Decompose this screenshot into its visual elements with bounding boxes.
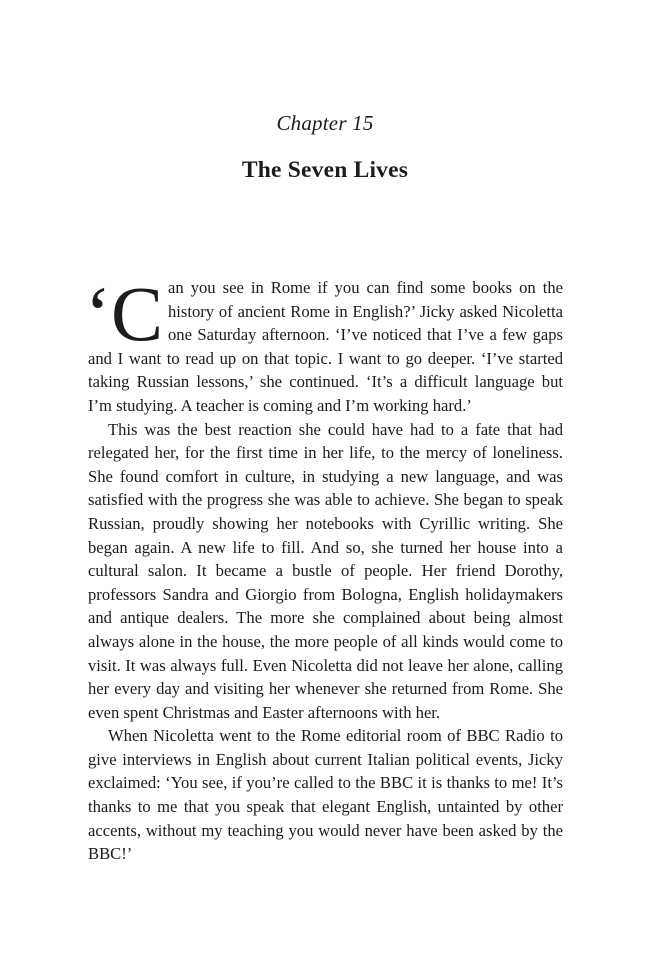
paragraph-2: This was the best reaction she could have had to a fate that had relegated her, for the first time in her life, to the mercy of loneliness. She found comfort in culture, in studying a new language, and was satisfied with the progress she was able to achieve. She began to speak Russian, proudly showing her notebooks with Cyrillic writing. She began again. A new life to fill. And so, she turned her house into a cultural salon. It became a bustle of people. Her friend Dorothy, professors Sandra and Giorgio from Bologna, English holidaymakers and antique dealers. The more she complained about being almost always alone in the house, the more people of all kinds would come to visit. It was always full. Even Nicoletta did not leave her alone, calling her every day and visiting her whenever she returned from Rome. She even spent Christmas and Easter afternoons with her.: [88, 419, 563, 722]
paragraph-3: When Nicoletta went to the Rome editorial room of BBC Radio to give interviews in English about current Italian political events, Jicky exclaimed: ‘You see, if you’re called to the BBC it is thanks to me! It’s thanks to me that you speak that elegant English, untainted by other accents, without my teaching you would never have been asked by the BBC!’: [88, 726, 563, 864]
drop-cap: ‘C: [85, 270, 163, 357]
chapter-number: Chapter 15: [276, 111, 374, 135]
paragraph-1: [85, 270, 563, 418]
paragraph-1-text: an you see in Rome if you can find some books on the history of ancient Rome in English?’ Jicky asked Nicoletta one Saturday afternoon. ‘I’ve noticed that I’ve a few gaps and I want to read up on that topic. I want to go deeper. ‘I’ve started taking Russian lessons,’ she continued. ‘It’s a difficult language but I’m studying. A teacher is coming and I’m working hard.’: [88, 278, 563, 415]
body-text: [85, 270, 563, 866]
chapter-title: The Seven Lives: [241, 157, 409, 183]
